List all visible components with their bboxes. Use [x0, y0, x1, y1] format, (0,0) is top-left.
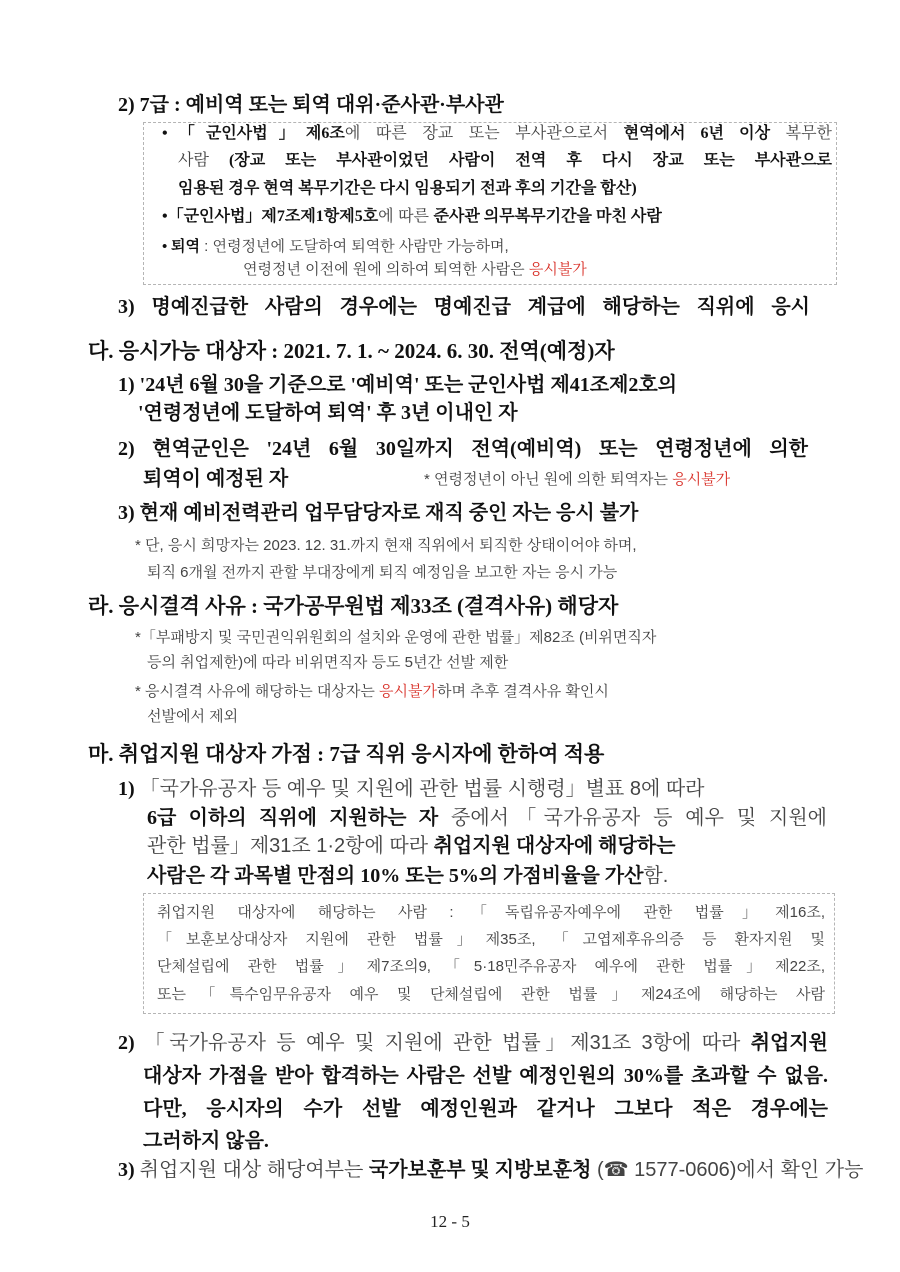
item-eligible-1	[118, 375, 677, 395]
box-note-line	[157, 987, 825, 1003]
emphasized-text: • 퇴역	[162, 239, 200, 255]
text-segment: 취업지원 대상자에 해당하는 사람 :「독립유공자예우에 관한 법률」제16조,	[157, 904, 825, 921]
emphasized-text: (장교 또는 부사관이었던 사람이 전역 후 다시 장교 또는 부사관으로	[208, 152, 832, 169]
bullet-continuation	[178, 181, 637, 197]
note-resignation	[135, 538, 637, 554]
text-segment: 에 따른	[378, 208, 434, 225]
emphasized-text: 3)	[118, 1159, 140, 1181]
bullet-continuation	[178, 153, 832, 169]
item-bonus-2	[118, 1033, 828, 1053]
emphasized-text: 퇴역이 예정된 자	[143, 468, 289, 490]
bullet-military-act-art7	[162, 209, 662, 225]
note-disqualified-continuation	[147, 709, 238, 725]
heading-employment-support-bonus	[88, 744, 604, 765]
not-eligible-text: 응시불가	[528, 261, 587, 278]
emphasized-text: 1) '24년 6월 30을 기준으로 '예비역' 또는 군인사법 제41조제2호의	[118, 374, 678, 396]
item-eligible-1-continuation	[138, 403, 518, 423]
emphasized-text: 6급 이하의 직위에 지원하는 자	[147, 807, 439, 829]
text-segment: 하며 추후 결격사유 확인시	[437, 683, 609, 700]
heading-disqualification	[88, 596, 618, 617]
item-bonus-1-continuation	[147, 866, 668, 886]
note-anti-corruption-act	[135, 630, 656, 646]
emphasized-text: 2) 7급 : 예비역 또는 퇴역 대위·준사관·부사관	[118, 94, 504, 116]
item-bonus-1-continuation	[147, 808, 827, 828]
note-resignation-continuation	[147, 565, 617, 581]
bullet-retirement	[162, 239, 509, 255]
text-segment: 복무한	[770, 125, 832, 142]
emphasized-text: •「군인사법」제7조제1항제5호	[162, 208, 379, 225]
emphasized-text: 현역에서 6년 이상	[623, 125, 771, 142]
emphasized-text: 준사관 의무복무기간을 마친 사람	[433, 208, 662, 225]
section-item-honorary-promotion	[118, 297, 810, 317]
text-segment: 관한 법률」제31조 1·2항에 따라	[147, 835, 434, 857]
text-segment: * 응시결격 사유에 해당하는 대상자는	[135, 683, 380, 700]
not-eligible-text: 응시불가	[672, 471, 731, 488]
emphasized-text: 취업지원	[750, 1032, 828, 1054]
emphasized-text: 2)	[118, 1032, 145, 1054]
box-note-line	[157, 905, 825, 921]
text-segment: 에 따른 장교 또는 부사관으로서	[344, 125, 624, 142]
text-segment: 「보훈보상대상자 지원에 관한 법률」제35조, 「고엽제후유의증 등 환자지원 및	[157, 931, 825, 948]
text-segment: 「국가유공자 등 예우 및 지원에 관한 법률」제31조 3항에 따라	[144, 1032, 751, 1054]
item-bonus-3	[118, 1160, 863, 1180]
emphasized-text: 임용된 경우 현역 복무기간은 다시 임용되기 전과 후의 기간을 합산)	[178, 180, 637, 197]
text-segment: 사람	[178, 152, 209, 169]
emphasized-text: 대상자 가점을 받아 합격하는 사람은 선발 예정인원의 30%를 초과할 수 없음.	[143, 1065, 828, 1087]
text-segment: 선발에서 제외	[147, 708, 239, 725]
item-eligible-2	[118, 439, 808, 459]
emphasized-text: 그러하지 않음.	[143, 1130, 269, 1152]
heading-eligible-applicants	[88, 341, 615, 362]
text-segment: * 연령정년이 아닌 원에 의한 퇴역자는	[424, 471, 673, 488]
emphasized-text: 국가보훈부 및 지방보훈청	[368, 1159, 592, 1181]
box-note-line	[157, 932, 825, 948]
note-non-age-retirement	[424, 472, 730, 488]
text-segment: 단체설립에 관한 법률」제7조의9,「5·18민주유공자 예우에 관한 법률」제22조,	[157, 958, 825, 975]
emphasized-text: 취업지원 대상자에 해당하는	[433, 835, 676, 857]
text-segment: 또는「특수임무유공자 예우 및 단체설립에 관한 법률」제24조에 해당하는 사람	[157, 986, 825, 1003]
text-segment: 등의 취업제한)에 따라 비위면직자 등도 5년간 선발 제한	[147, 654, 509, 671]
text-segment: : 연령정년에 도달하여 퇴역한 사람만 가능하며,	[199, 238, 509, 255]
emphasized-text: 2) 현역군인은 '24년 6월 30일까지 전역(예비역) 또는 연령정년에 의한	[118, 438, 808, 460]
emphasized-text: 다만, 응시자의 수가 선발 예정인원과 같거나 그보다 적은 경우에는	[143, 1098, 828, 1120]
emphasized-text: 라. 응시결격 사유 : 국가공무원법 제33조 (결격사유) 해당자	[88, 594, 619, 618]
emphasized-text: 사람은 각 과목별 만점의 10% 또는 5%의 가점비율을 가산	[147, 865, 644, 887]
item-eligible-2-continuation	[143, 469, 288, 489]
emphasized-text: 다. 응시가능 대상자 : 2021. 7. 1. ~ 2024. 6. 30. 전역(예정)자	[88, 339, 615, 363]
emphasized-text: 3) 명예진급한 사람의 경우에는 명예진급 계급에 해당하는 직위에 응시	[118, 296, 810, 318]
emphasized-text: •「군인사법」제6조	[162, 125, 345, 142]
bullet-retirement-continuation	[243, 262, 587, 278]
section-item-rank7	[118, 95, 504, 115]
text-segment: 취업지원 대상 해당여부는	[139, 1159, 369, 1181]
text-segment: *「부패방지 및 국민권익위원회의 설치와 운영에 관한 법률」제82조 (비위면직자	[135, 629, 657, 646]
text-segment: (☎ 1577-0606)에서 확인 가능	[591, 1159, 864, 1181]
item-eligible-3	[118, 503, 638, 523]
item-bonus-1-continuation	[147, 836, 675, 856]
text-segment: 「국가유공자 등 예우 및 지원에 관한 법률 시행령」별표 8에 따라	[139, 778, 705, 800]
item-bonus-2-continuation	[143, 1066, 828, 1086]
item-bonus-2-continuation	[143, 1099, 828, 1119]
text-segment: 퇴직 6개월 전까지 관할 부대장에게 퇴직 예정임을 보고한 자는 응시 가능	[147, 564, 618, 581]
emphasized-text: 1)	[118, 778, 140, 800]
item-bonus-2-continuation	[143, 1131, 269, 1151]
note-disqualified	[135, 684, 609, 700]
emphasized-text: '연령정년에 도달하여 퇴역' 후 3년 이내인 자	[138, 402, 518, 424]
not-eligible-text: 응시불가	[379, 683, 437, 700]
text-segment: 중에서「국가유공자 등 예우 및 지원에	[438, 807, 827, 829]
text-segment: 연령정년 이전에 원에 의하여 퇴역한 사람은	[243, 261, 529, 278]
emphasized-text: 3) 현재 예비전력관리 업무담당자로 재직 중인 자는 응시 불가	[118, 502, 639, 524]
text-segment: * 단, 응시 희망자는 2023. 12. 31.까지 현재 직위에서 퇴직한 상태이어야 하며,	[135, 537, 637, 554]
item-bonus-1	[118, 779, 704, 799]
bullet-military-act-art6	[162, 126, 832, 142]
text-segment: 함.	[643, 865, 669, 887]
page-number: 12 - 5	[430, 1212, 470, 1231]
note-anti-corruption-continuation	[147, 655, 508, 671]
box-note-line	[157, 959, 825, 975]
emphasized-text: 마. 취업지원 대상자 가점 : 7급 직위 응시자에 한하여 적용	[88, 742, 605, 766]
